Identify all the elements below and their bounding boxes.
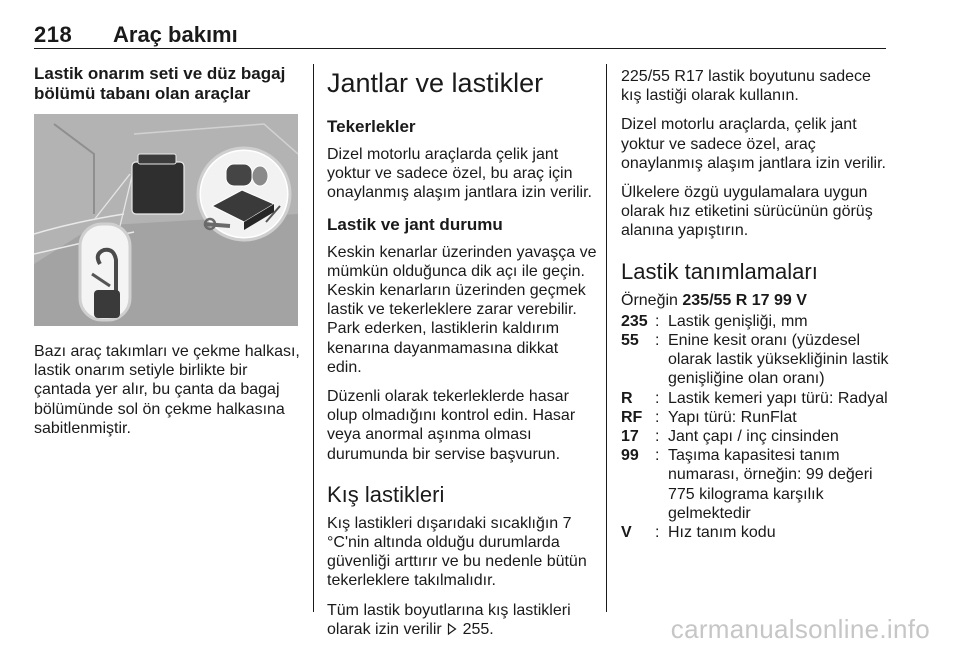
winter-paragraph-1: Kış lastikleri dışarıdaki sıcaklığın 7 °C'nin altında olduğu durumlarda güvenliği arttırır ve bu nedenle bütün tekerleklere takılmalıdır. [327,514,587,590]
designation-row [621,312,891,331]
column-3 [621,67,891,542]
designation-row [621,408,891,427]
wheels-paragraph: Dizel motorlu araçlarda çelik jant yoktur ve sadece özel, bu araç için onaylanmış alaşım jantlara izin verilir. [327,146,592,202]
diesel-paragraph: Dizel motorlu araçlarda, çelik jant yoktur ve sadece özel, araç onaylanmış alaşım jantlara izin verilir. [621,116,886,172]
header-rule [34,48,886,49]
section-heading-tyre-designations: Lastik tanımlamaları [621,258,818,284]
section-title: Araç bakımı [113,22,238,47]
section-heading-wheels-tyres: Jantlar ve lastikler [327,68,544,98]
figure-caption [34,342,302,448]
winter-paragraph-2-text: Tüm lastik boyutlarına kış lastikleri olarak izin verilir [327,601,571,638]
designation-key: V [621,524,632,542]
designation-row [621,389,891,408]
designation-value: Enine kesit oranı (yüzdesel olarak lastik yüksekliğinin lastik genişliğine olan oranı) [668,332,889,388]
column-1 [34,64,302,104]
designation-value: Hız tanım kodu [668,524,776,542]
triangle-right-icon [447,623,457,635]
designation-colon: : [655,389,660,407]
condition-paragraph-2: Düzenli olarak tekerleklerde hasar olup olmadığını kontrol edin. Hasar veya anormal aşınma olması durumunda bir servise başvurun. [327,388,576,463]
designation-colon: : [655,312,660,330]
subheading-wheels: Tekerlekler [327,117,416,136]
condition-paragraph-1: Keskin kenarlar üzerinden yavaşça ve mümkün olduğunca dik açı ile geçin. Keskin kenarların üzerinden geçmek lastik ve tekerleklere zarar verebilir. Park ederken, lastiklerin kaldırım kenarına dayanmamasına dikkat edin. [327,243,597,376]
caption-text: Bazı araç takımları ve çekme halkası, lastik onarım setiyle birlikte bir çantada yer alır, bu çanta da bagaj bölümünde sol ön çekme halkasına sabitlenmiştir. [34,343,300,437]
trunk-drawing [34,114,298,326]
size-paragraph: 225/55 R17 lastik boyutunu sadece kış lastiği olarak kullanın. [621,68,871,105]
designation-key: 55 [621,332,639,350]
designation-table [621,312,891,542]
subheading-winter-tyres: Kış lastikleri [327,481,445,507]
designation-colon: : [655,428,660,446]
repair-kit-heading: Lastik onarım seti ve düz bagaj bölümü tabanı olan araçlar [34,64,286,103]
designation-value: Taşıma kapasitesi tanım numarası, örneğin: 99 değeri 775 kilograma karşılık gelmektedir [668,447,873,522]
designation-colon: : [655,524,660,542]
trunk-illustration [34,114,298,326]
winter-paragraph-2 [327,601,597,639]
designation-row [621,331,891,389]
designation-value: Yapı türü: RunFlat [668,408,797,426]
column-2 [327,67,597,649]
watermark: carmanualsonline.info [670,614,930,644]
designation-row [621,427,891,446]
designation-colon: : [655,408,660,426]
designation-key: 17 [621,428,639,446]
designation-colon: : [655,447,660,465]
designation-colon: : [655,332,660,350]
designation-key: RF [621,408,643,426]
speed-label-paragraph: Ülkelere özgü uygulamalara uygun olarak hız etiketini sürücünün görüş alanına yapıştırın. [621,184,873,240]
designation-key: R [621,389,633,407]
cross-reference-link[interactable]: 255. [462,620,494,638]
designation-row [621,523,891,542]
designation-key: 99 [621,447,639,465]
designation-value: Lastik kemeri yapı türü: Radyal [668,389,888,407]
column-divider-1 [313,64,314,612]
designation-row [621,446,891,523]
designation-value: Jant çapı / inç cinsinden [668,428,839,446]
example-prefix: Örneğin [621,291,678,309]
designation-value: Lastik genişliği, mm [668,312,808,330]
designation-key: 235 [621,312,648,330]
page-number: 218 [34,22,73,47]
subheading-condition: Lastik ve jant durumu [327,214,503,234]
column-divider-2 [606,64,607,612]
example-code: 235/55 R 17 99 V [682,291,807,309]
example-line [621,291,891,310]
